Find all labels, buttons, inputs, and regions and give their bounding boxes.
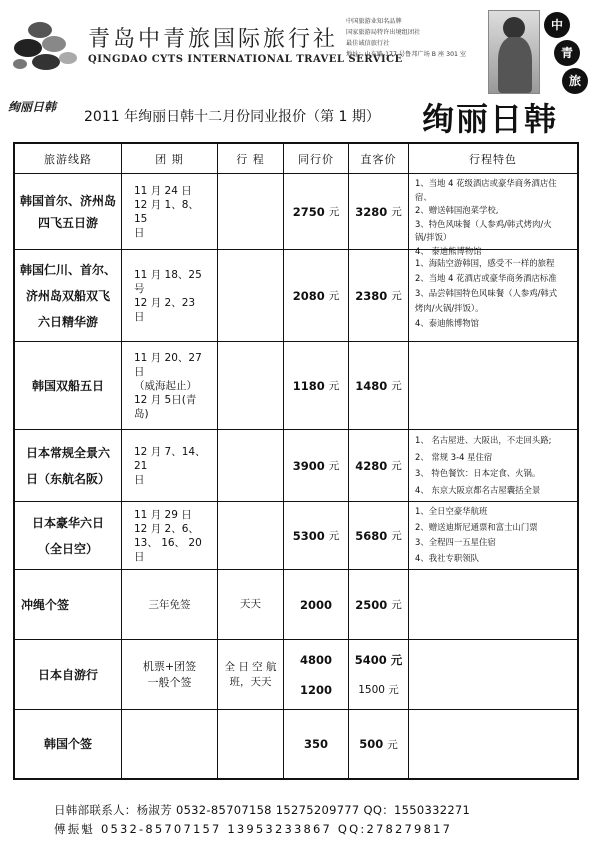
- table-row: [15, 640, 577, 710]
- price-table: [13, 142, 579, 780]
- badge-group: [540, 8, 590, 98]
- contact-line-2: 傅振魁 0532-85707157 13953233867 QQ:278279817: [54, 822, 453, 836]
- retail-price-cell: 1480 元: [349, 342, 409, 429]
- badge-zhong: 中: [544, 12, 570, 38]
- route-cell: 韩国个签: [15, 710, 122, 778]
- period-cell: 11 月 20、27 日 （威海起止） 12 月 5日(青 岛): [122, 342, 218, 429]
- route-cell: 冲绳个签: [15, 570, 122, 639]
- schedule-cell: [218, 430, 284, 501]
- features-cell: [409, 570, 577, 639]
- schedule-cell: [218, 342, 284, 429]
- retail-price-cell: 500 元: [349, 710, 409, 778]
- features-cell: 1、海陆空游韩国，感受不一样的旅程 2、当地 4 花酒店或豪华商务酒店标准 3、品尝韩国特色风味餐（人参鸡/韩式 烤肉/火锅/拌饭）。 4、泰迪熊博物馆: [415, 258, 558, 328]
- retail-price-cell: 5400 元 1500 元: [349, 640, 409, 709]
- peer-price-cell: 1180 元: [284, 342, 349, 429]
- company-note: 最佳诚信旅行社: [346, 40, 390, 47]
- header-peer-price: 同行价: [284, 144, 349, 173]
- schedule-cell: [218, 174, 284, 249]
- route-cell: 韩国首尔、济州岛 四飞五日游: [15, 174, 122, 249]
- contact-line-1: 日韩部联系人：杨淑芳 0532-85707158 15275209777 QQ：1550332271: [54, 803, 471, 817]
- company-notes: [346, 16, 496, 60]
- features-cell: [409, 640, 577, 709]
- retail-price-cell: 2380 元: [349, 250, 409, 341]
- header-features: 行程特色: [469, 152, 517, 166]
- retail-price-cell: 3280 元: [349, 174, 409, 249]
- table-row: [15, 502, 577, 570]
- period-cell: 三年免签: [122, 570, 218, 639]
- features-cell: 1、 名古屋进、大阪出，不走回头路; 2、 常规 3-4 星住宿 3、 特色餐饮：日本定食、火锅。 4、 东京大阪京都名古屋囊括全景: [415, 435, 552, 495]
- retail-price-cell: 2500 元: [349, 570, 409, 639]
- page-header: [0, 0, 595, 95]
- header-route: 旅游线路: [15, 144, 122, 173]
- peer-price-cell: 3900 元: [284, 430, 349, 501]
- table-row: [15, 570, 577, 640]
- schedule-cell: 全 日 空 航 班，天天: [218, 640, 284, 709]
- period-cell: 12 月 7、14、21 日: [122, 430, 218, 501]
- retail-price-cell: 5680 元: [349, 502, 409, 569]
- badge-qing: 青: [554, 40, 580, 66]
- header-schedule: 行 程: [218, 144, 284, 173]
- route-cell: 日本豪华六日 （全日空）: [15, 502, 122, 569]
- brand-logo-big: 绚丽日韩: [422, 100, 559, 138]
- table-row: [15, 710, 577, 778]
- schedule-cell: [218, 502, 284, 569]
- period-cell: 机票+团签 一般个签: [122, 640, 218, 709]
- features-cell: 1、全日空豪华航班 2、赠送迪斯尼通票和富士山门票 3、全程四一五星住宿 4、我社专职领队: [415, 506, 538, 563]
- peer-price-cell: 2000: [284, 570, 349, 639]
- features-cell: 1、当地 4 花级酒店或豪华商务酒店住宿、 2、赠送韩国泡菜学校, 3、特色风味餐（人参鸡/韩式烤肉/火 锅/拌饭） 4、 泰迪熊博物馆: [415, 178, 557, 256]
- retail-price-cell: 4280 元: [349, 430, 409, 501]
- company-name-en: QINGDAO CYTS INTERNATIONAL TRAVEL SERVICE: [88, 54, 403, 65]
- period-cell: 11 月 18、25 号 12 月 2、23 日: [122, 250, 218, 341]
- table-row: [15, 174, 577, 256]
- route-cell: 日本常规全景六 日（东航名阪）: [15, 430, 122, 501]
- route-cell: 日本自游行: [15, 640, 122, 709]
- features-cell: [409, 342, 577, 429]
- company-note: 国家旅游局特许出境组团社: [346, 29, 421, 36]
- geisha-photo: [488, 10, 540, 94]
- peer-price-cell: 350: [284, 710, 349, 778]
- period-cell: [122, 710, 218, 778]
- peer-price-cell: 2750 元: [284, 174, 349, 249]
- schedule-cell: [218, 710, 284, 778]
- peer-price-cell: 2080 元: [284, 250, 349, 341]
- table-row: [15, 430, 577, 502]
- brand-script-small: 绚丽日韩: [8, 100, 57, 114]
- header-period: 团 期: [122, 144, 218, 173]
- schedule-cell: 天天: [218, 570, 284, 639]
- table-row: [15, 342, 577, 430]
- route-cell: 韩国仁川、首尔、 济州岛双船双飞 六日精华游: [15, 250, 122, 341]
- header-retail-price: 直客价: [349, 144, 409, 173]
- period-cell: 11 月 29 日 12 月 2、6、 13、 16、 20 日: [122, 502, 218, 569]
- peer-price-cell: 5300 元: [284, 502, 349, 569]
- schedule-cell: [218, 250, 284, 341]
- company-address: 地址：山东路 177 号鲁邦广场 B 座 301 室: [346, 51, 467, 58]
- period-cell: 11 月 24 日 12 月 1、8、15 日: [122, 174, 218, 249]
- peer-price-cell: 4800 1200: [284, 640, 349, 709]
- company-name-cn: 青岛中青旅国际旅行社: [88, 27, 339, 52]
- page-title: 2011 年绚丽日韩十二月份同业报价（第 1 期）: [84, 109, 380, 125]
- company-logo-icon: [10, 18, 80, 74]
- badge-lv: 旅: [562, 68, 588, 94]
- company-note: 中国旅游业知名品牌: [346, 18, 402, 25]
- table-row: [15, 250, 577, 342]
- route-cell: 韩国双船五日: [15, 342, 122, 429]
- table-header-row: [15, 144, 577, 174]
- features-cell: [409, 710, 577, 778]
